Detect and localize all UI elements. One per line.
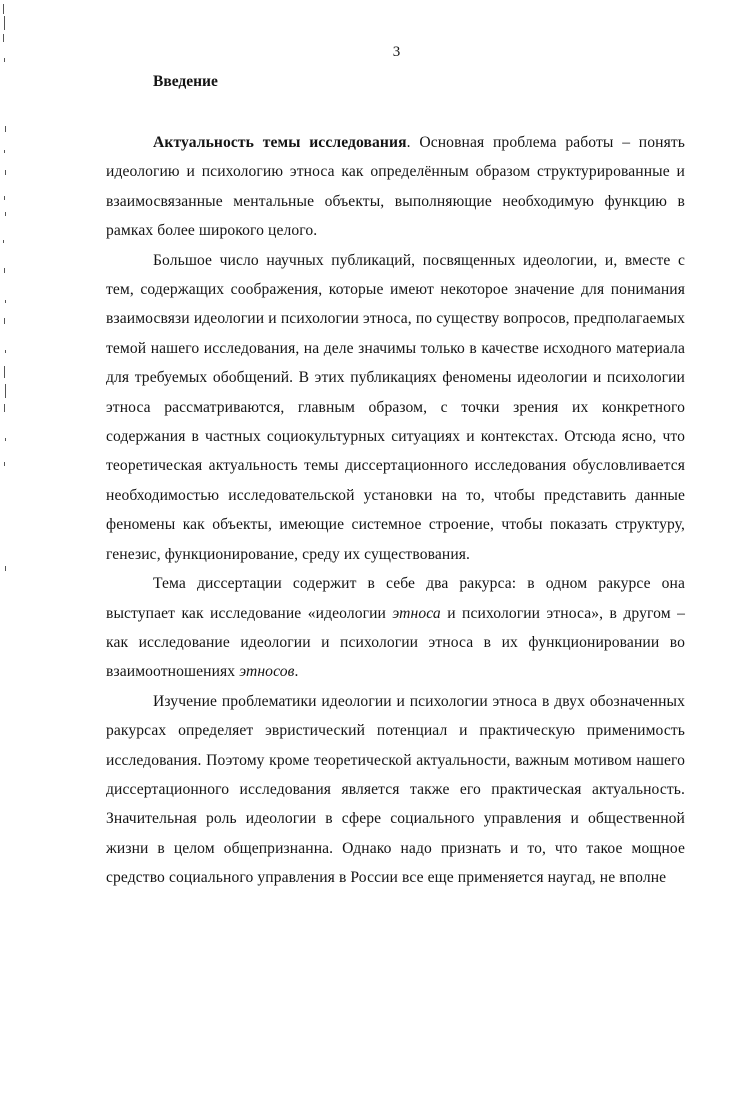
paragraph-text: . Основная проблема работы – понять идеологию и психологию этноса как определённым образом структурированные и взаимосвязанные ментальные объекты, выполняющие необходимую функцию в рамках более широкого целого.: [106, 134, 685, 240]
italic-term: этноса: [392, 604, 441, 622]
section-heading: Введение: [153, 73, 218, 90]
paragraph-text: Тема диссертации содержит в себе два ракурса: в одном ракурсе она выступает как исследование «идеологии: [106, 575, 685, 622]
paragraph-two-perspectives: [106, 569, 685, 687]
paragraph-text: .: [294, 663, 299, 681]
paragraph-publications: [106, 246, 685, 569]
page-number: 3: [392, 44, 401, 60]
body-text: [106, 128, 685, 893]
scan-margin-marks: [0, 0, 30, 600]
paragraph-relevance: [106, 128, 685, 246]
paragraph-text: Большое число научных публикаций, посвященных идеологии, и, вместе с тем, содержащих соображения, которые имеют некоторое значение для понимания взаимосвязи идеологии и психологии этноса, по существу вопросов, предполагаемых темой нашего исследования, на деле значимы только в качестве исходного материала для требуемых обобщений. В этих публикациях феномены идеологии и психологии этноса рассматриваются, главным образом, с точки зрения их конкретного содержания в частных социокультурных ситуациях и контекстах. Отсюда ясно, что теоретическая актуальность темы диссертационного исследования обусловливается необходимостью исследовательской установки на то, чтобы представить данные феномены как объекты, имеющие системное строение, чтобы показать структуру, генезис, функционирование, среду их существования.: [106, 251, 685, 563]
paragraph-text: и психологии этноса», в другом – как исследование идеологии и психологии этноса в их функционировании во взаимоотношениях: [106, 604, 685, 681]
italic-term: этносов: [239, 663, 295, 681]
paragraph-practical-relevance: [106, 687, 685, 893]
relevance-lead: Актуальность темы исследования: [153, 134, 407, 151]
paragraph-text: Изучение проблематики идеологии и психологии этноса в двух обозначенных ракурсах определяет эвристический потенциал и практическую применимость исследования. Поэтому кроме теоретической актуальности, важным мотивом нашего диссертационного исследования является также его практическая актуальность. Значительная роль идеологии в сфере социального управления и общественной жизни в целом общепризнанна. Однако надо признать и то, что такое мощное средство социального управления в России все еще применяется наугад, не вполне: [106, 692, 685, 887]
